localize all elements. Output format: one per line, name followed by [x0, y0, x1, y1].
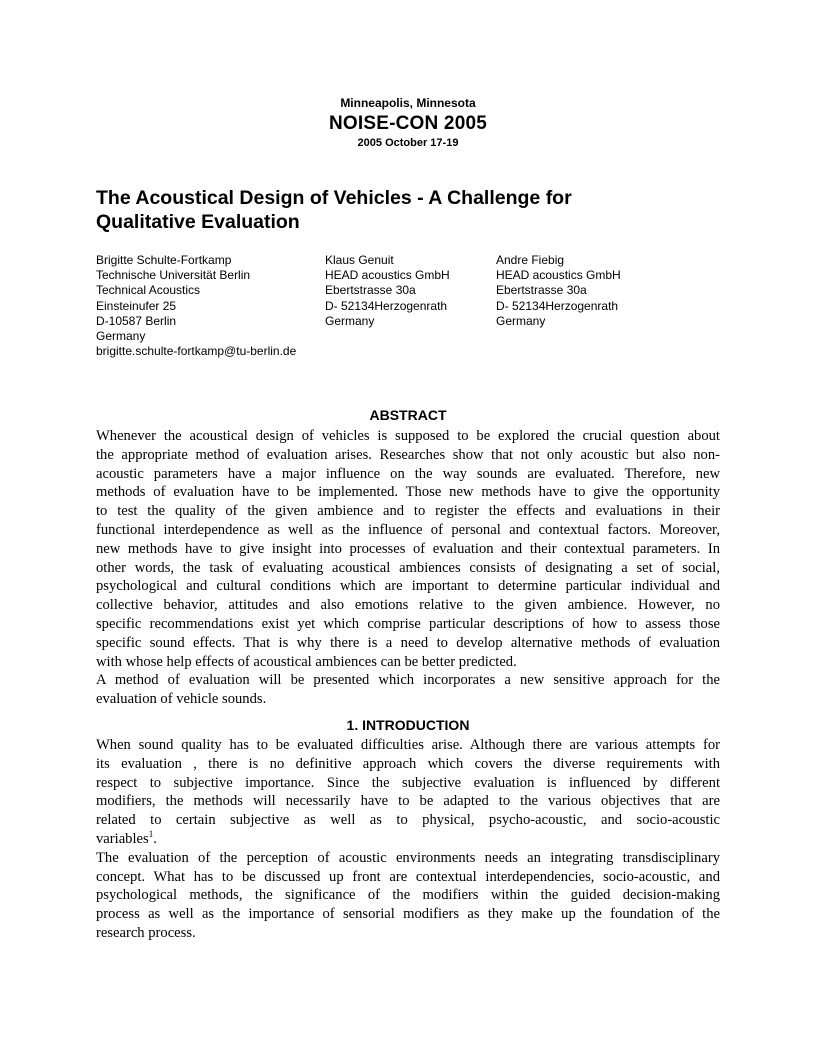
abstract-line: collective behavior, attitudes and also emotions relative to the given ambience. However, no [96, 597, 720, 614]
introduction-line [96, 830, 720, 849]
introduction-line: its evaluation , there is no definitive approach which covers the diverse requirements with [96, 755, 720, 772]
abstract-line: specific recommendations exist yet which comprise particular descriptions of how to assess those [96, 615, 720, 632]
abstract-line: other words, the task of evaluating acoustical ambiences consists of designating a set of social, [96, 559, 720, 576]
author-affiliation: Technische Universität Berlin [96, 268, 251, 283]
author-name: Andre Fiebig [496, 253, 565, 267]
footnote-marker: 1 [148, 828, 154, 839]
abstract-body [96, 427, 720, 709]
author-street: Einsteinufer 25 [96, 298, 177, 313]
author-street: Ebertstrasse 30a [325, 283, 416, 298]
author-country: Germany [496, 313, 546, 328]
introduction-line-end: . [153, 830, 157, 847]
introduction-line-text: variables [96, 830, 149, 847]
introduction-line: psychological methods, the significance of the modifiers within the guided decision-making [96, 887, 720, 904]
abstract-line: psychological and cultural conditions which are important to determine particular individual and [96, 578, 720, 595]
abstract-line: Whenever the acoustical design of vehicles is supposed to be explored the crucial question about [96, 428, 720, 444]
abstract-line: acoustic parameters have a major influence on the way sounds are evaluated. Therefore, new [96, 465, 720, 482]
author-block-schulte-fortkamp [96, 253, 296, 359]
author-affiliation: HEAD acoustics GmbH [325, 268, 450, 283]
author-country: Germany [325, 313, 375, 328]
author-affiliation: HEAD acoustics GmbH [496, 268, 621, 283]
introduction-body [96, 736, 720, 943]
paper-title-line: Qualitative Evaluation [96, 211, 300, 233]
abstract-line: to test the quality of the given ambience and to register the effects and evaluations in their [96, 503, 720, 520]
introduction-line: concept. What has to be discussed up front are contextual interdependencies, socio-acoustic, and [96, 868, 720, 885]
abstract-line: the appropriate method of evaluation arises. Researches show that not only acoustic but also non- [96, 446, 720, 463]
conference-date: 2005 October 17-19 [357, 137, 459, 149]
introduction-line: The evaluation of the perception of acoustic environments needs an integrating transdisciplinary [96, 849, 720, 866]
introduction-line: research process. [96, 924, 196, 941]
introduction-line: related to certain subjective as well as to physical, psycho-acoustic, and socio-acoustic [96, 812, 720, 829]
author-country: Germany [96, 329, 146, 344]
introduction-line: modifiers, the methods will necessarily have to be adapted to the various objectives that are [96, 793, 720, 810]
introduction-line: respect to subjective importance. Since the subjective evaluation is influenced by different [96, 774, 720, 791]
abstract-line: new methods have to give insight into processes of evaluation and their contextual parameters. In [96, 540, 720, 557]
conference-location: Minneapolis, Minnesota [340, 96, 476, 110]
author-city: D-10587 Berlin [96, 313, 177, 328]
author-city: D- 52134Herzogenrath [325, 298, 448, 313]
abstract-line: methods of evaluation have to be implemented. Those new methods have to give the opportunity [96, 484, 720, 501]
author-name: Klaus Genuit [325, 253, 394, 267]
introduction-heading: 1. INTRODUCTION [346, 717, 470, 733]
author-street: Ebertstrasse 30a [496, 283, 587, 298]
paper-title [96, 186, 716, 234]
abstract-line: A method of evaluation will be presented which incorporates a new sensitive approach for the [96, 672, 720, 689]
abstract-line: functional interdependence as well as the influence of personal and contextual factors. Moreover, [96, 521, 720, 538]
abstract-line: specific sound effects. That is why there is a need to develop alternative methods of evaluation [96, 634, 720, 651]
abstract-heading: ABSTRACT [369, 407, 447, 423]
paper-title-line: The Acoustical Design of Vehicles - A Challenge for [96, 187, 572, 209]
author-block-fiebig [496, 253, 621, 329]
author-name: Brigitte Schulte-Fortkamp [96, 253, 232, 267]
introduction-line: When sound quality has to be evaluated difficulties arise. Although there are various attempts for [96, 737, 720, 753]
abstract-line: evaluation of vehicle sounds. [96, 691, 267, 708]
author-email: brigitte.schulte-fortkamp@tu-berlin.de [96, 344, 297, 359]
author-block-genuit [325, 253, 450, 329]
conference-name: NOISE-CON 2005 [328, 113, 488, 134]
author-city: D- 52134Herzogenrath [496, 298, 619, 313]
author-department: Technical Acoustics [96, 283, 201, 298]
abstract-line: with whose help effects of acoustical ambiences can be better predicted. [96, 653, 517, 670]
introduction-line: process as well as the importance of sensorial modifiers as they make up the foundation of the [96, 906, 720, 923]
